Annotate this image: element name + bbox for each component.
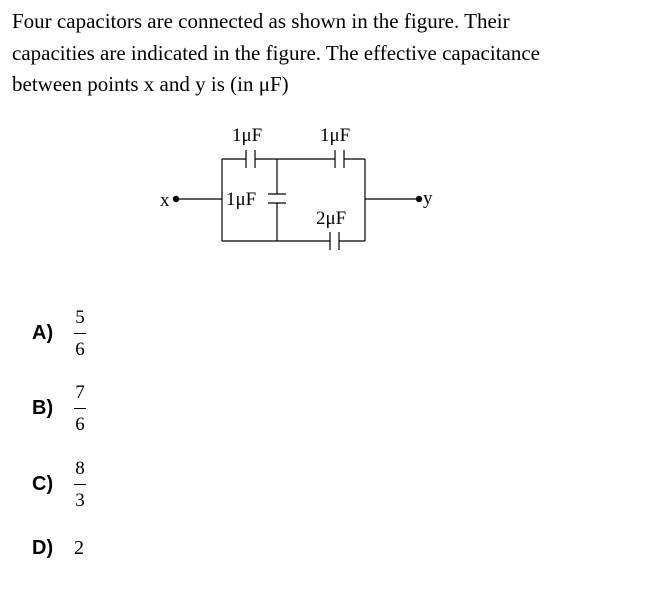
option-a-numerator: 5: [75, 307, 85, 328]
option-c-numerator: 8: [75, 458, 85, 479]
option-d-value: 2: [74, 537, 84, 559]
option-c-fraction: [74, 458, 86, 511]
option-d[interactable]: [32, 537, 84, 560]
question-line-1: Four capacitors are connected as shown in the figure. Their: [12, 9, 510, 33]
option-c[interactable]: [32, 458, 86, 511]
terminal-y-label: y: [423, 188, 433, 209]
option-c-letter: C): [32, 473, 54, 495]
terminal-x-dot: [173, 196, 179, 202]
question-line-2: capacities are indicated in the figure. The effective capacitance: [12, 40, 541, 65]
cap-top-right-label: 1μF: [320, 125, 351, 146]
option-c-denominator: 3: [75, 490, 85, 511]
question-line-3: between points x and y is (in μF): [12, 72, 289, 96]
cap-middle-label: 1μF: [226, 189, 257, 210]
option-d-letter: D): [32, 537, 54, 559]
fraction-bar: [74, 408, 86, 409]
option-b[interactable]: [32, 382, 86, 435]
option-b-numerator: 7: [75, 382, 85, 403]
cap-top-left-label: 1μF: [232, 125, 263, 146]
option-a-fraction: [74, 307, 86, 360]
fraction-bar: [74, 484, 86, 485]
terminal-x-label: x: [160, 190, 170, 211]
option-b-letter: B): [32, 397, 54, 419]
option-a-letter: A): [32, 322, 54, 344]
option-a[interactable]: [32, 307, 86, 360]
fraction-bar: [74, 333, 86, 334]
option-a-denominator: 6: [75, 339, 85, 360]
option-b-denominator: 6: [75, 414, 85, 435]
option-b-fraction: [74, 382, 86, 435]
terminal-y-dot: [416, 196, 422, 202]
cap-bottom-label: 2μF: [316, 208, 347, 229]
